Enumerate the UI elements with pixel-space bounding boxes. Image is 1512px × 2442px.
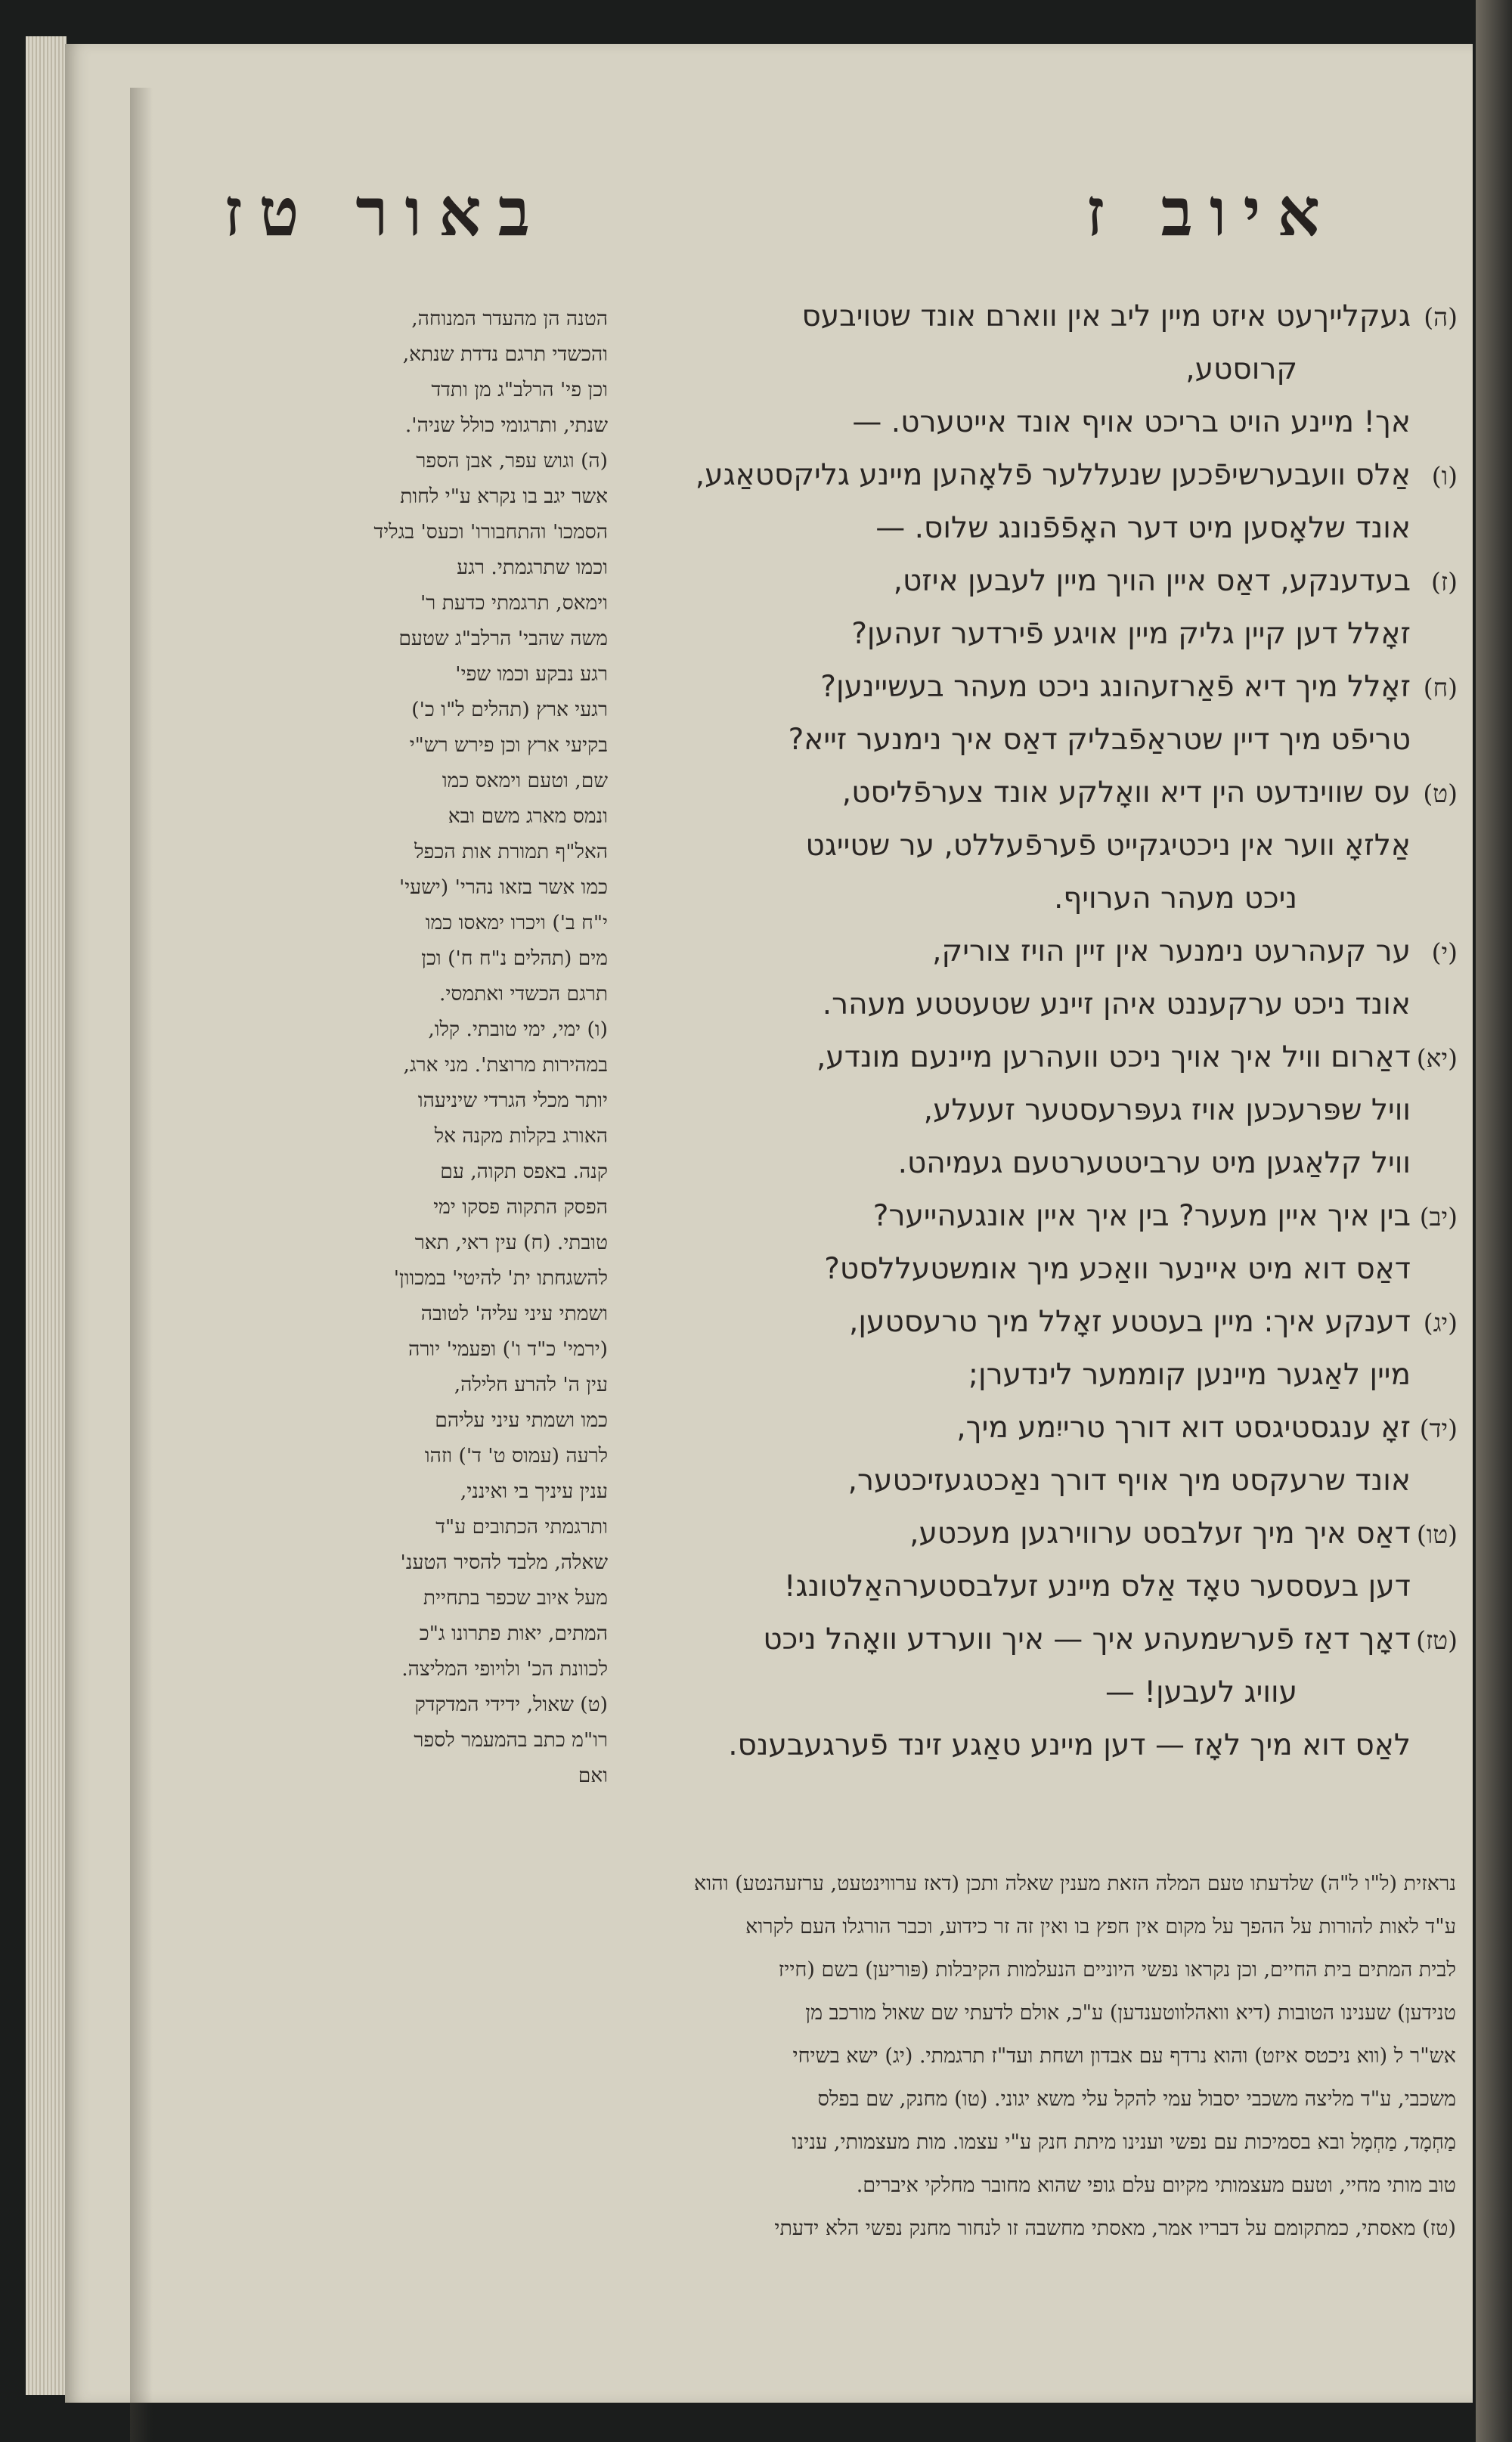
verse-number: (ז) [1431, 567, 1458, 597]
verse-text: זאָ ענגסטיגסט דוא דורך טרייִמע מיך, [956, 1411, 1411, 1445]
verse-line [626, 776, 1458, 829]
verse-line [626, 1305, 1458, 1358]
commentary-line: משה שהבי' הרלב"ג שטעם [398, 627, 608, 650]
verse-line [626, 934, 1458, 987]
verse-number: (יד) [1419, 1414, 1458, 1443]
verse-text: אונד שרעקסט מיך אויף דורך נאַכטגעזיכטער, [847, 1464, 1411, 1498]
verse-line [626, 1464, 1458, 1517]
running-header-right: איוב ז [1086, 172, 1337, 251]
commentary-line: מעל איוב שכפר בתחיית [423, 1586, 608, 1610]
verse-line [626, 617, 1458, 670]
verse-line [626, 299, 1458, 352]
verse-text: אונד שלאָסען מיט דער האָפֿפֿנונג שלוס. — [875, 511, 1411, 545]
commentary-line: י"ח ב') ויכרו ימאסו כמו [425, 911, 608, 934]
commentary-line: לכוונת הכ' ולויופי המליצה. [401, 1657, 608, 1681]
commentary-line: ותרגמתי הכתובים ע"ד [435, 1515, 608, 1539]
commentary-line: שנתי, ותרגומי כולל שניה'. [404, 414, 608, 437]
footnote-line: מַחְמָד, מַחְמָל ובא בסמיכות עם נפשי וענינו מיתת חנק ע"י עצמו. מות מעצמותי, ענינו [792, 2131, 1456, 2154]
verse-text: אַלזאָ ווער אין ניכטיגקייט פֿערפֿעללט, ער שטייגט [805, 829, 1411, 863]
verse-line [626, 723, 1458, 776]
commentary-line: רגעי ארץ (תהלים ל"ו כ') [411, 698, 608, 721]
commentary-line: הסמכו' והתחבורו' וכעס' בגליד [373, 520, 608, 544]
dark-background [1476, 0, 1512, 2442]
commentary-line: מים (תהלים נ"ח ח') וכן [421, 947, 608, 970]
verse-text: עוויג לעבען! — [1105, 1675, 1297, 1709]
footnote-line: לבית המתים בית החיים, וכן נקראו נפשי היוניים הנעלמות הקיבלות (פּוריען) בשם (חייז [778, 1958, 1456, 1982]
verse-text: דאָך דאַז פֿערשמעהע איך — איך ווערדע וואָהל ניכט [763, 1622, 1411, 1656]
commentary-line: שם, וטעם וימאס כמו [442, 769, 608, 792]
verse-text: געקלייךעט איזט מיין ליב אין ווארם אונד שטויבעס [801, 299, 1411, 333]
verse-text: אַלס וועבערשיפֿכען שנעללער פֿלאָהען מיינע גליקסטאַגע, [695, 458, 1411, 492]
commentary-line: ונמס מארג משם ובא [448, 804, 608, 828]
verse-text: דאַס איך מיך זעלבסט ערווירגען מעכטע, [909, 1517, 1411, 1551]
verse-number: (טז) [1416, 1625, 1458, 1655]
verse-text: טריפֿט מיך דיין שטראַפֿבליק דאַס איך נימנער זייא? [788, 723, 1411, 757]
commentary-line: קנה. באפס תקוה, עם [440, 1160, 608, 1183]
footnote-line: (טז) מאסתי, כמתקומם על דבריו אמר, מאסתי מחשבה זו לנחור מחנק נפשי הלא ידעתי [774, 2217, 1456, 2240]
verse-text: ער קעהרעט נימנער אין זיין הויז צוריק, [932, 934, 1411, 968]
commentary-column [269, 301, 608, 1793]
commentary-line: (ו) ימי, ימי טובתי. קלו, [428, 1018, 608, 1041]
commentary-line: הטנה הן מהעדר המנוחה, [411, 307, 608, 330]
verse-text: אך! מיינע הויט בריכט אויף אונד אייטערט. — [852, 405, 1411, 439]
footnote-line: אש"ר ל (ווא ניכטס איזט) והוא נרדף עם אבדון ושחת ועד"ז תרגמתי. (יג) ישא בשיחי [792, 2044, 1456, 2068]
commentary-line: וימאס, תרגמתי כדעת ר' [420, 591, 608, 615]
commentary-line: תרגם הכשדי ואתמסי. [439, 982, 608, 1006]
verse-text: ניכט מעהר הערויף. [1053, 882, 1297, 916]
verse-text: לאַס דוא מיך לאָז — דען מיינע טאַגע זינד פֿערגעבענס. [728, 1728, 1411, 1762]
commentary-line: (ה) וגוש עפר, אבן הספר [416, 449, 608, 473]
verse-line [626, 564, 1458, 617]
commentary-line: (ירמי' כ"ד ו') ופעמי' יורה [408, 1337, 608, 1361]
footnotes [269, 1862, 1456, 2250]
verse-line [626, 1358, 1458, 1411]
footnote-line: נראזית (ל"ו ל"ה) שלדעתו טעם המלה הזאת מענין שאלה ותכן (דאז ערווינטעט, ערזעהנטע) והוא [694, 1872, 1456, 1895]
verse-number: (יב) [1419, 1202, 1458, 1232]
commentary-line: ענין עיניך בי ואינני, [460, 1480, 608, 1503]
verse-text: מיין לאַגער מיינען קוממער לינדערן; [968, 1358, 1411, 1392]
footnote-line: טוב מותי מחיי, וטעם מעצמותי מקיום עלם גופי שהוא מחובר מחלקי איברים. [856, 2174, 1456, 2197]
verse-line [626, 1728, 1458, 1781]
verse-number: (טו) [1416, 1520, 1458, 1549]
verse-line [626, 511, 1458, 564]
verse-text: וויל שפּרעכען אויז געפּרעסטער זעעלע, [923, 1093, 1411, 1127]
verse-line [626, 1199, 1458, 1252]
footnote-line: ע"ד לאות להורות על ההפך על מקום אין חפץ בו ואין זה זר כידוע, וכבר הורגלו העם לקרוא [745, 1915, 1456, 1938]
verse-text: בעדענקע, דאַס איין הויך מיין לעבען איזט, [893, 564, 1411, 598]
verse-line [626, 1675, 1458, 1728]
commentary-line: האורג בקלות מקנה אל [434, 1124, 608, 1148]
commentary-line: (ט) שאול, ידידי המדקדק [414, 1693, 608, 1716]
commentary-line: כמו אשר בזאו נהרי' (ישעי' [398, 875, 608, 899]
commentary-line: המתים, יאות פתרונו ג"כ [419, 1622, 608, 1645]
book-edge [26, 36, 67, 2395]
commentary-line: רגע נבקע וכמו שפי' [455, 662, 608, 686]
commentary-line: ושמתי עיני עליה' לטובה [420, 1302, 608, 1325]
book-page [65, 44, 1473, 2403]
verse-text: בין איך איין מעער? בין איך איין אונגעהייער? [872, 1199, 1411, 1233]
verse-number: (ו) [1431, 461, 1458, 491]
main-text-column [626, 299, 1458, 1781]
verse-text: קרוסטע, [1185, 352, 1297, 386]
catchword: ואם [578, 1764, 608, 1787]
verse-line [626, 1517, 1458, 1570]
verse-text: דאַס דוא מיט איינער וואַכע מיך אומשטעללסט? [824, 1252, 1411, 1286]
commentary-line: כמו ושמתי עיני עליהם [435, 1408, 608, 1432]
verse-line [626, 1252, 1458, 1305]
commentary-line: רו"מ כתב בהמעמר לספר [414, 1728, 608, 1752]
verse-line [626, 352, 1458, 405]
verse-line [626, 1093, 1458, 1146]
verse-text: אונד ניכט ערקעננט איהן זיינע שטעטטע מעהר. [822, 987, 1411, 1021]
verse-text: דאַרום וויל איך אויך ניכט וועהרען מיינעם מונדע, [816, 1040, 1411, 1074]
verse-number: (ה) [1424, 302, 1458, 332]
verse-line [626, 1411, 1458, 1464]
commentary-line: וכן פי' הרלב"ג מן ותדד [431, 378, 608, 401]
verse-line [626, 1622, 1458, 1675]
verse-line [626, 405, 1458, 458]
footnote-line: משכבי, ע"ד מליצה משכבי יסבול עמי להקל עלי משא יגוני. (טו) מחנק, שם בפלס [817, 2087, 1456, 2111]
commentary-line: עין ה' להרע חלילה, [454, 1373, 608, 1396]
commentary-line: הפסק התקוה פסקו ימי [433, 1195, 608, 1219]
verse-line [626, 1040, 1458, 1093]
verse-line [626, 458, 1458, 511]
commentary-line: במהירות מרוצת'. מני ארג, [403, 1053, 608, 1077]
verse-text: זאָלל דען קיין גליק מיין אויגע פֿירדער זעהען? [851, 617, 1411, 651]
commentary-line: בקיעי ארץ וכן פירש רש"י [409, 733, 608, 757]
verse-text: דענקע איך: מיין בעטטע זאָלל מיך טרעסטען, [849, 1305, 1411, 1339]
verse-number: (יג) [1423, 1308, 1458, 1337]
commentary-line: אשר יגב בו נקרא ע"י לחות [400, 485, 608, 508]
verse-text: עס שווינדעט הין דיא וואָלקע אונד צערפֿליסט, [841, 776, 1411, 810]
verse-number: (ט) [1423, 779, 1458, 808]
verse-text: דען בעססער טאָד אַלס מיינע זעלבסטערהאַלטונג! [783, 1570, 1411, 1604]
verse-line [626, 882, 1458, 934]
verse-line [626, 987, 1458, 1040]
commentary-line: לרעה (עמוס ט' ד') וזהו [424, 1444, 608, 1467]
verse-text: זאָלל מיך דיא פֿאַרזעהונג ניכט מעהר בעשיינען? [820, 670, 1411, 704]
page-gutter-shadow [130, 88, 153, 2442]
verse-line [626, 829, 1458, 882]
verse-number: (ח) [1423, 673, 1458, 702]
verse-line [626, 1570, 1458, 1622]
running-header-left: באור טז [224, 172, 547, 251]
commentary-line: טובתי. (ח) עין ראי, תאר [414, 1231, 608, 1254]
footnote-line: טנידען) שענינו הטובות (דיא וואהלווטענדען) ע"כ, אולם לדעתי שם שאול מורכב מן [805, 2001, 1456, 2025]
verse-number: (יא) [1416, 1043, 1458, 1073]
commentary-line: האל"ף תמורת אות הכפל [414, 840, 608, 863]
commentary-line: שאלה, מלבד להסיר הטענ' [400, 1551, 608, 1574]
commentary-line: להשגחתו ית' להיטי' במכוון' [393, 1266, 608, 1290]
commentary-line: והכשדי תרגם נדדת שנתא, [402, 342, 608, 366]
verse-line [626, 670, 1458, 723]
verse-text: וויל קלאַגען מיט ערביטטערטעם געמיהט. [897, 1146, 1411, 1180]
verse-line [626, 1146, 1458, 1199]
commentary-line: וכמו שתרגמתי. רגע [457, 556, 608, 579]
commentary-line: יותר מכלי הגרדי שיניעהו [417, 1089, 608, 1112]
verse-number: (י) [1431, 937, 1458, 967]
